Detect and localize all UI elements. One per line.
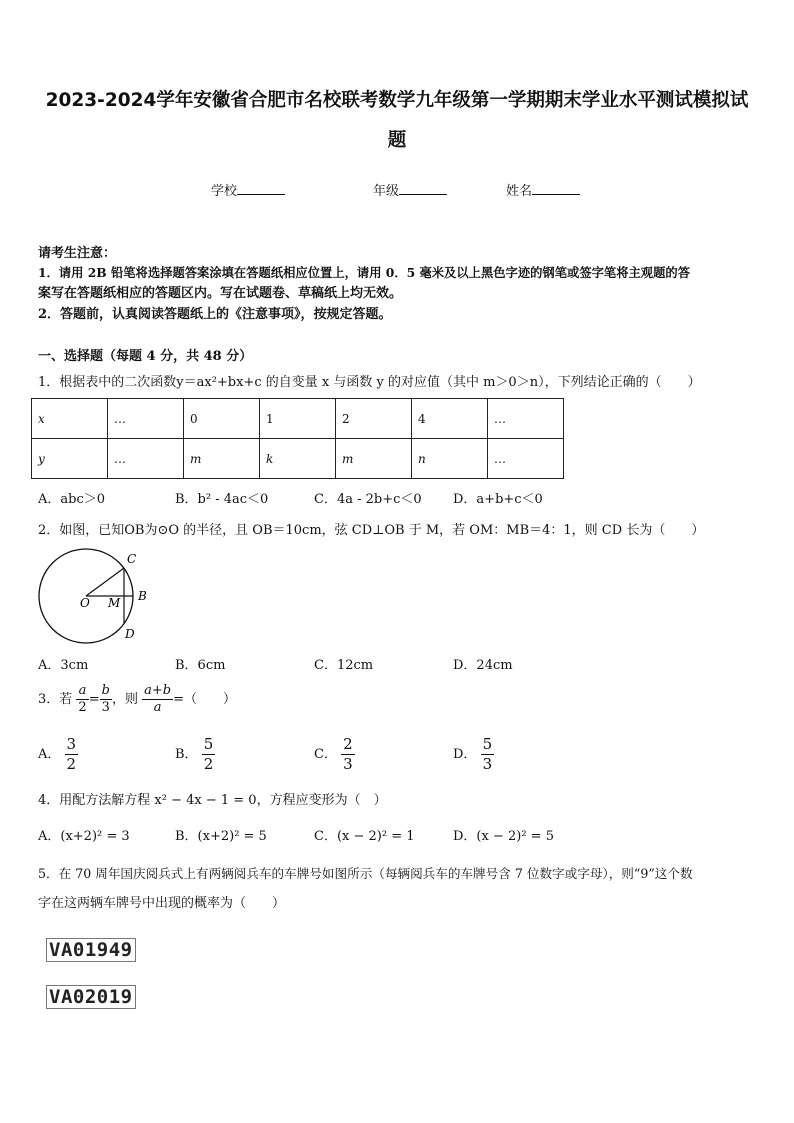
q1-option-b: B．b² - 4ac＜0: [175, 492, 269, 507]
q4-stem: 4．用配方法解方程 x² − 4x − 1 = 0，方程应变形为（ ）: [38, 793, 387, 808]
school-blank: [237, 181, 285, 195]
label-d: D: [125, 627, 135, 641]
name-field: [506, 181, 580, 201]
q2-option-c: C．12cm: [314, 658, 374, 673]
option-fraction: [65, 735, 79, 774]
q3-suffix: =（ ）: [173, 692, 236, 707]
table-cell: 2: [336, 399, 412, 439]
table-cell: k: [260, 439, 336, 479]
option-letter: A．: [38, 747, 61, 762]
q4-option-d: D．(x − 2)² = 5: [453, 829, 554, 844]
table-row: [32, 439, 564, 479]
q1-option-d: D．a+b+c＜0: [453, 492, 543, 507]
frac-num: 5: [482, 735, 493, 753]
q3-option-c: [314, 735, 355, 774]
notice-heading: 请考生注意：: [38, 246, 117, 261]
grade-label: 年级: [373, 184, 400, 199]
q2-option-b: B．6cm: [175, 658, 226, 673]
frac-den: 3: [101, 700, 110, 715]
option-fraction: [481, 735, 495, 774]
frac-num: b: [101, 683, 110, 698]
table-cell: y: [32, 439, 108, 479]
frac-num: 2: [343, 735, 353, 753]
notice-item-1-cont: 案写在答题纸相应的答题区内。写在试题卷、草稿纸上均无效。: [38, 286, 403, 301]
q4-option-a: A．(x+2)² = 3: [38, 829, 130, 844]
table-cell: 0: [184, 399, 260, 439]
option-fraction: [341, 735, 355, 774]
grade-blank: [399, 181, 447, 195]
grade-field: [373, 181, 447, 201]
table-cell: m: [336, 439, 412, 479]
table-cell: m: [184, 439, 260, 479]
q3-fraction-3: [142, 683, 173, 716]
table-cell: n: [412, 439, 488, 479]
page-title: 2023-2024学年安徽省合肥市名校联考数学九年级第一学期期末学业水平测试模拟试: [45, 90, 749, 111]
q5-stem: 5．在 70 周年国庆阅兵式上有两辆阅兵车的车牌号如图所示（每辆阅兵车的车牌号含 7 位数字或字母），则“9”这个数: [38, 866, 693, 881]
option-letter: D．: [453, 747, 477, 762]
label-m: M: [108, 596, 121, 610]
option-letter: C．: [314, 747, 337, 762]
frac-den: 2: [78, 700, 87, 715]
q5-stem-cont: 字在这两辆车牌号中出现的概率为（ ）: [38, 896, 286, 911]
notice-item-2: 2．答题前，认真阅读答题纸上的《注意事项》，按规定答题。: [38, 307, 392, 322]
table-cell: 4: [412, 399, 488, 439]
frac-num: 3: [66, 735, 77, 753]
section-heading: 一、选择题（每题 4 分，共 48 分）: [38, 349, 253, 364]
q3-option-d: [453, 735, 494, 774]
notice-item-1: 1．请用 2B 铅笔将选择题答案涂填在答题纸相应位置上，请用 0．5 毫米及以上黑色字迹的钢笔或签字笔将主观题的答: [38, 265, 690, 280]
q3-prefix: 3．若: [38, 692, 73, 707]
frac-den: 3: [343, 755, 353, 773]
q2-stem: 2．如图，已知OB为⊙O 的半径，且 OB＝10cm，弦 CD⊥OB 于 M，若 OM：MB＝4：1，则 CD 长为（ ）: [38, 523, 705, 538]
q3-option-a: [38, 735, 78, 774]
license-plate-2: VA02019: [46, 985, 136, 1009]
circle-diagram: [34, 548, 154, 648]
q3-eq: =: [88, 692, 100, 707]
q2-option-d: D．24cm: [453, 658, 513, 673]
name-label: 姓名: [506, 184, 533, 199]
option-letter: B．: [175, 747, 198, 762]
table-cell: 1: [260, 399, 336, 439]
q1-table: [31, 398, 564, 479]
option-fraction: [202, 735, 216, 774]
q1-stem: 1．根据表中的二次函数y＝ax²+bx+c 的自变量 x 与函数 y 的对应值（其中 m＞0＞n），下列结论正确的（ ）: [38, 375, 701, 390]
q3-fraction-2: [100, 683, 112, 716]
license-plate-1: VA01949: [46, 938, 136, 962]
table-cell: …: [108, 439, 184, 479]
page-title-line2: 题: [387, 130, 407, 151]
frac-num: a+b: [144, 683, 172, 698]
q1-option-a: A．abc＞0: [38, 492, 106, 507]
label-c: C: [127, 552, 137, 566]
label-o: O: [80, 596, 90, 610]
frac-den: a: [153, 700, 162, 715]
school-label: 学校: [211, 184, 238, 199]
frac-num: a: [76, 683, 88, 700]
name-blank: [532, 181, 580, 195]
table-cell: …: [108, 399, 184, 439]
frac-den: 2: [203, 755, 214, 773]
q3-fraction-1: [76, 683, 88, 716]
table-cell: …: [488, 439, 564, 479]
q2-option-a: A．3cm: [38, 658, 89, 673]
label-b: B: [138, 589, 147, 603]
frac-den: 3: [482, 755, 493, 773]
q3-mid: ，则: [111, 692, 138, 707]
table-cell: x: [32, 399, 108, 439]
frac-den: 2: [66, 755, 77, 773]
q1-option-c: C．4a - 2b+c＜0: [314, 492, 422, 507]
q3-stem: [38, 683, 236, 716]
frac-num: 5: [203, 735, 214, 753]
school-field: [211, 181, 285, 201]
q3-option-b: [175, 735, 215, 774]
q4-option-c: C．(x − 2)² = 1: [314, 829, 415, 844]
table-row: [32, 399, 564, 439]
q4-option-b: B．(x+2)² = 5: [175, 829, 267, 844]
table-cell: …: [488, 399, 564, 439]
segment-oc: [86, 568, 124, 596]
